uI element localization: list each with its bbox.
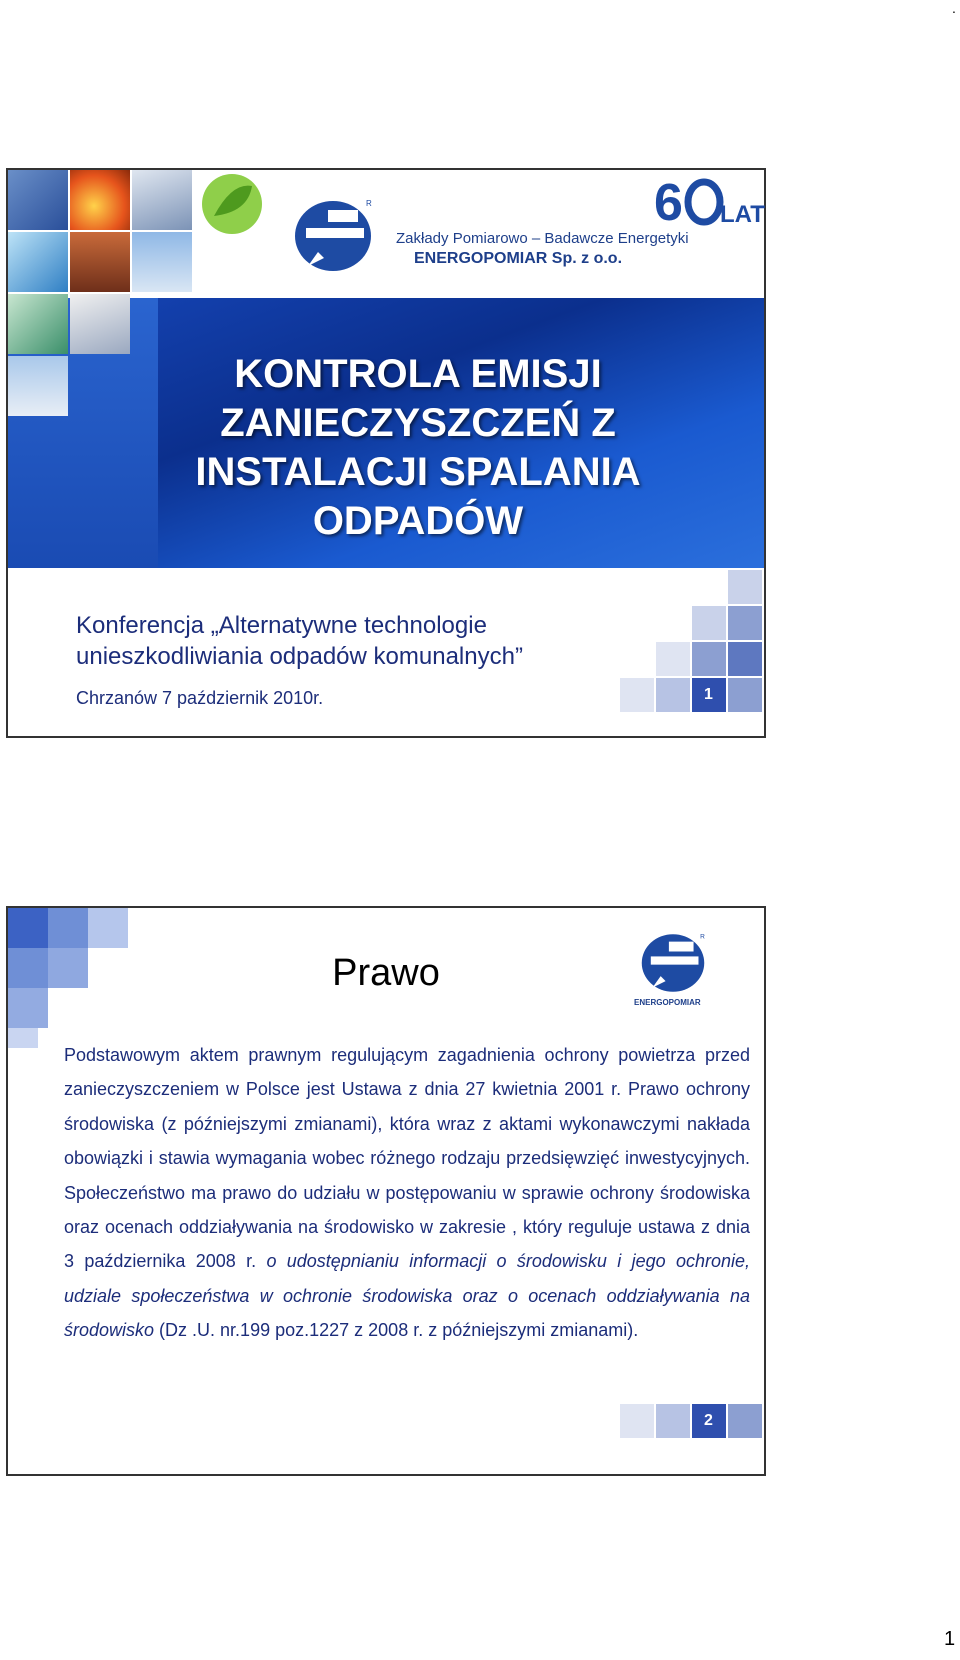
photo-workers [8, 170, 68, 230]
deco-square [728, 570, 762, 604]
photo-water [8, 232, 68, 292]
corner-mark: . [952, 0, 956, 16]
slide-2-heading: Prawo [332, 952, 440, 994]
title-line-4: ODPADÓW [312, 499, 524, 543]
slide-1-title [158, 350, 678, 546]
title-line-2: ZANIECZYSZCZEŃ Z [220, 401, 616, 445]
photo-chimney [132, 232, 192, 292]
deco-square [656, 642, 690, 676]
deco-square [692, 606, 726, 640]
body-text-end: (Dz .U. nr.199 poz.1227 z 2008 r. z późniejszymi zmianami). [154, 1320, 639, 1341]
title-line-1: KONTROLA EMISJI [234, 352, 602, 396]
deco-square [620, 1404, 654, 1438]
title-line-3: INSTALACJI SPALANIA [195, 450, 641, 494]
slide-1-number: 1 [704, 686, 713, 703]
deco-square [692, 642, 726, 676]
deco-square [728, 678, 762, 712]
svg-text:6: 6 [654, 174, 683, 232]
page-number: 1 [944, 1628, 956, 1650]
photo-meeting [70, 294, 130, 354]
company-name-line2: ENERGOPOMIAR Sp. z o.o. [414, 250, 623, 267]
energopomiar-logo-icon [636, 928, 710, 998]
deco-square [8, 908, 48, 948]
photo-lab [8, 294, 68, 354]
slide-1-date: Chrzanów 7 październik 2010r. [76, 688, 324, 708]
logo-caption: ENERGOPOMIAR [634, 998, 701, 1007]
svg-text:R: R [366, 199, 372, 208]
svg-text:LAT: LAT [720, 201, 765, 228]
photo-plant [70, 232, 130, 292]
deco-square [656, 1404, 690, 1438]
deco-square [728, 1404, 762, 1438]
deco-square [656, 678, 690, 712]
leaf-icon [200, 172, 264, 236]
subtitle-line-1: Konferencja „Alternatywne technologie [76, 612, 487, 639]
body-text-italic: o udostępnianiu informacji o środowisku i jego ochronie, udziale społeczeństwa w ochronie środowiska oraz o ocenach oddziaływania na środowisko [64, 1251, 750, 1341]
deco-square [88, 908, 128, 948]
svg-text:R: R [700, 933, 705, 941]
body-text: Podstawowym aktem prawnym regulującym zagadnienia ochrony powietrza przed zanieczyszczeniem w Polsce jest Ustawa z dnia 27 kwietnia 2001 r. Prawo ochrony środowiska (z późniejszymi zmianami), która wraz z aktami wykonawczymi nakłada obowiązki i stawia wymagania wobec różnego rodzaju przedsięwzięć inwestycyjnych. Społeczeństwo ma prawo do udziału w postępowaniu w sprawie ochrony środowiska oraz ocenach oddziaływania na środowisko w zakresie , który reguluje ustawa z dnia 3 października 2008 r. [64, 1045, 750, 1272]
deco-square [728, 642, 762, 676]
deco-square [728, 606, 762, 640]
deco-square [48, 908, 88, 948]
slide-1-subtitle [76, 610, 523, 672]
deco-square [8, 1028, 38, 1048]
anniversary-badge [654, 172, 765, 232]
photo-cooling-towers [8, 356, 68, 416]
slide-2 [6, 906, 766, 1476]
energopomiar-logo-icon [288, 196, 378, 276]
deco-square [620, 678, 654, 712]
slide-2-body [64, 1038, 750, 1348]
photo-fire [70, 170, 130, 230]
company-name-line1: Zakłady Pomiarowo – Badawcze Energetyki [396, 230, 689, 247]
slide-1 [6, 168, 766, 738]
photo-engineer [132, 170, 192, 230]
slide-2-number: 2 [704, 1412, 713, 1429]
subtitle-line-2: unieszkodliwiania odpadów komunalnych” [76, 643, 523, 670]
